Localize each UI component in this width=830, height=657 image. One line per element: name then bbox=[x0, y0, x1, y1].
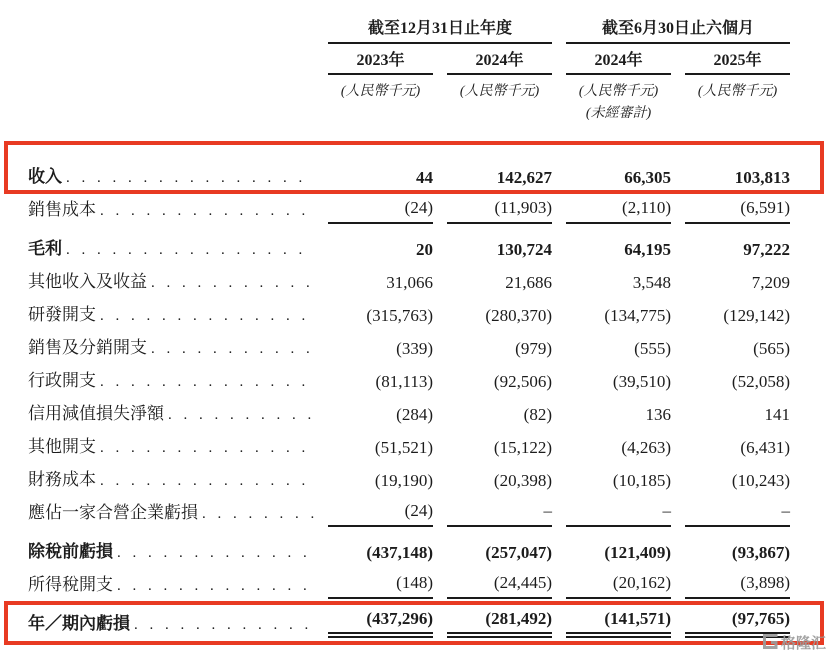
column-unit: (人民幣千元) bbox=[340, 84, 421, 99]
row-label-cell bbox=[12, 368, 314, 395]
row-value: (437,296) bbox=[328, 609, 433, 638]
row-label: 收入 bbox=[28, 167, 62, 186]
table-header-years bbox=[12, 49, 818, 75]
column-unit: (人民幣千元) bbox=[697, 84, 778, 99]
table-header-notes bbox=[12, 104, 818, 124]
column-note-unaudited: (未經審計) bbox=[585, 106, 652, 121]
row-value: (51,521) bbox=[374, 438, 433, 457]
row-label: 所得稅開支 bbox=[28, 575, 113, 594]
row-value: (20,162) bbox=[566, 571, 671, 599]
row-value: (10,185) bbox=[612, 471, 671, 490]
table-row bbox=[12, 395, 818, 428]
table-row bbox=[12, 296, 818, 329]
row-value: 20 bbox=[416, 240, 433, 259]
row-label-cell bbox=[12, 269, 314, 296]
row-value: 103,813 bbox=[734, 168, 790, 187]
row-label-cell bbox=[12, 572, 314, 599]
row-value: (4,263) bbox=[621, 438, 671, 457]
row-value: – bbox=[685, 499, 790, 527]
dot-leader bbox=[198, 501, 314, 527]
row-label-cell bbox=[12, 197, 314, 224]
row-value: 136 bbox=[645, 405, 671, 424]
row-value: 21,686 bbox=[505, 273, 552, 292]
table-row bbox=[12, 566, 818, 599]
row-label-cell bbox=[12, 611, 314, 638]
row-value: 7,209 bbox=[751, 273, 790, 292]
row-label-cell bbox=[12, 335, 314, 362]
dot-leader bbox=[147, 336, 314, 362]
table-row bbox=[12, 362, 818, 395]
dot-leader bbox=[96, 303, 314, 329]
row-value: (24) bbox=[328, 499, 433, 527]
row-value: (24,445) bbox=[447, 571, 552, 599]
dot-leader bbox=[164, 402, 314, 428]
row-label-cell bbox=[12, 467, 314, 494]
column-unit: (人民幣千元) bbox=[459, 84, 540, 99]
row-value: (6,591) bbox=[685, 196, 790, 224]
row-value: (20,398) bbox=[493, 471, 552, 490]
row-label: 銷售及分銷開支 bbox=[28, 338, 147, 357]
gelonghui-watermark bbox=[762, 633, 826, 655]
row-label-cell bbox=[12, 236, 314, 263]
dot-leader bbox=[62, 165, 314, 191]
column-group-six-months-jun30: 截至6月30日止六個月 bbox=[566, 16, 790, 44]
row-value: – bbox=[447, 499, 552, 527]
column-year-2024: 2024年 bbox=[447, 49, 552, 75]
row-value: 64,195 bbox=[624, 240, 671, 259]
table-row bbox=[12, 230, 818, 263]
row-label: 年／期內虧損 bbox=[28, 614, 130, 633]
row-label-cell bbox=[12, 434, 314, 461]
dot-leader bbox=[147, 270, 314, 296]
row-value: (437,148) bbox=[366, 543, 433, 562]
row-value: 31,066 bbox=[386, 273, 433, 292]
table-body bbox=[12, 158, 818, 638]
column-unit: (人民幣千元) bbox=[578, 84, 659, 99]
row-label: 毛利 bbox=[28, 239, 62, 258]
gelonghui-logo-icon bbox=[762, 633, 779, 655]
row-label: 銷售成本 bbox=[28, 200, 96, 219]
dot-leader bbox=[96, 369, 314, 395]
row-value: (3,898) bbox=[685, 571, 790, 599]
row-value: (92,506) bbox=[493, 372, 552, 391]
row-value: (281,492) bbox=[447, 609, 552, 638]
row-label: 信用減值損失淨額 bbox=[28, 404, 164, 423]
row-value: (15,122) bbox=[493, 438, 552, 457]
row-value: (82) bbox=[523, 405, 552, 424]
row-value: (24) bbox=[328, 196, 433, 224]
row-value: (284) bbox=[396, 405, 433, 424]
dot-leader bbox=[130, 612, 314, 638]
row-value: (121,409) bbox=[604, 543, 671, 562]
row-value: (10,243) bbox=[731, 471, 790, 490]
table-row bbox=[12, 263, 818, 296]
dot-leader bbox=[113, 573, 314, 599]
table-row bbox=[12, 494, 818, 527]
column-year-2024-h1: 2024年 bbox=[566, 49, 671, 75]
dot-leader bbox=[96, 198, 314, 224]
table-header-groups bbox=[12, 16, 818, 44]
table-header-units bbox=[12, 82, 818, 102]
row-value: (141,571) bbox=[566, 609, 671, 638]
row-label: 其他收入及收益 bbox=[28, 272, 147, 291]
row-value: (81,113) bbox=[375, 372, 433, 391]
row-value: 142,627 bbox=[496, 168, 552, 187]
table-row bbox=[12, 605, 818, 638]
row-label-cell bbox=[12, 164, 314, 191]
dot-leader bbox=[96, 468, 314, 494]
table-row bbox=[12, 533, 818, 566]
dot-leader bbox=[62, 237, 314, 263]
row-label-cell bbox=[12, 302, 314, 329]
row-value: (11,903) bbox=[447, 196, 552, 224]
row-value: (315,763) bbox=[366, 306, 433, 325]
table-row bbox=[12, 158, 818, 191]
column-year-2023: 2023年 bbox=[328, 49, 433, 75]
column-group-year-ended-dec31: 截至12月31日止年度 bbox=[328, 16, 552, 44]
row-label: 研發開支 bbox=[28, 305, 96, 324]
column-year-2025-h1: 2025年 bbox=[685, 49, 790, 75]
watermark-text: 格隆汇 bbox=[780, 635, 826, 652]
row-label: 其他開支 bbox=[28, 437, 96, 456]
row-value: (2,110) bbox=[566, 196, 671, 224]
table-row bbox=[12, 329, 818, 362]
row-value: 141 bbox=[764, 405, 790, 424]
row-value: (148) bbox=[328, 571, 433, 599]
row-value: (52,058) bbox=[731, 372, 790, 391]
dot-leader bbox=[96, 435, 314, 461]
row-label-cell bbox=[12, 500, 314, 527]
row-label-cell bbox=[12, 539, 314, 566]
table-row bbox=[12, 428, 818, 461]
row-value: (555) bbox=[634, 339, 671, 358]
row-value: (93,867) bbox=[731, 543, 790, 562]
row-label: 財務成本 bbox=[28, 470, 96, 489]
row-value: (39,510) bbox=[612, 372, 671, 391]
row-value: (19,190) bbox=[374, 471, 433, 490]
table-row bbox=[12, 191, 818, 224]
row-value: 130,724 bbox=[496, 240, 552, 259]
row-value: 3,548 bbox=[632, 273, 671, 292]
row-value: 44 bbox=[416, 168, 433, 187]
dot-leader bbox=[113, 540, 314, 566]
row-value: (134,775) bbox=[604, 306, 671, 325]
row-value: 66,305 bbox=[624, 168, 671, 187]
table-row bbox=[12, 461, 818, 494]
row-label: 應佔一家合營企業虧損 bbox=[28, 503, 198, 522]
row-value: (280,370) bbox=[485, 306, 552, 325]
row-label: 除稅前虧損 bbox=[28, 542, 113, 561]
row-value: (6,431) bbox=[740, 438, 790, 457]
row-value: (979) bbox=[515, 339, 552, 358]
row-value: (97,765) bbox=[685, 609, 790, 638]
row-value: (257,047) bbox=[485, 543, 552, 562]
row-value: (565) bbox=[753, 339, 790, 358]
row-label: 行政開支 bbox=[28, 371, 96, 390]
financial-statement-table bbox=[12, 0, 818, 638]
row-value: 97,222 bbox=[743, 240, 790, 259]
row-value: – bbox=[566, 499, 671, 527]
row-label-cell bbox=[12, 401, 314, 428]
row-value: (129,142) bbox=[723, 306, 790, 325]
row-value: (339) bbox=[396, 339, 433, 358]
